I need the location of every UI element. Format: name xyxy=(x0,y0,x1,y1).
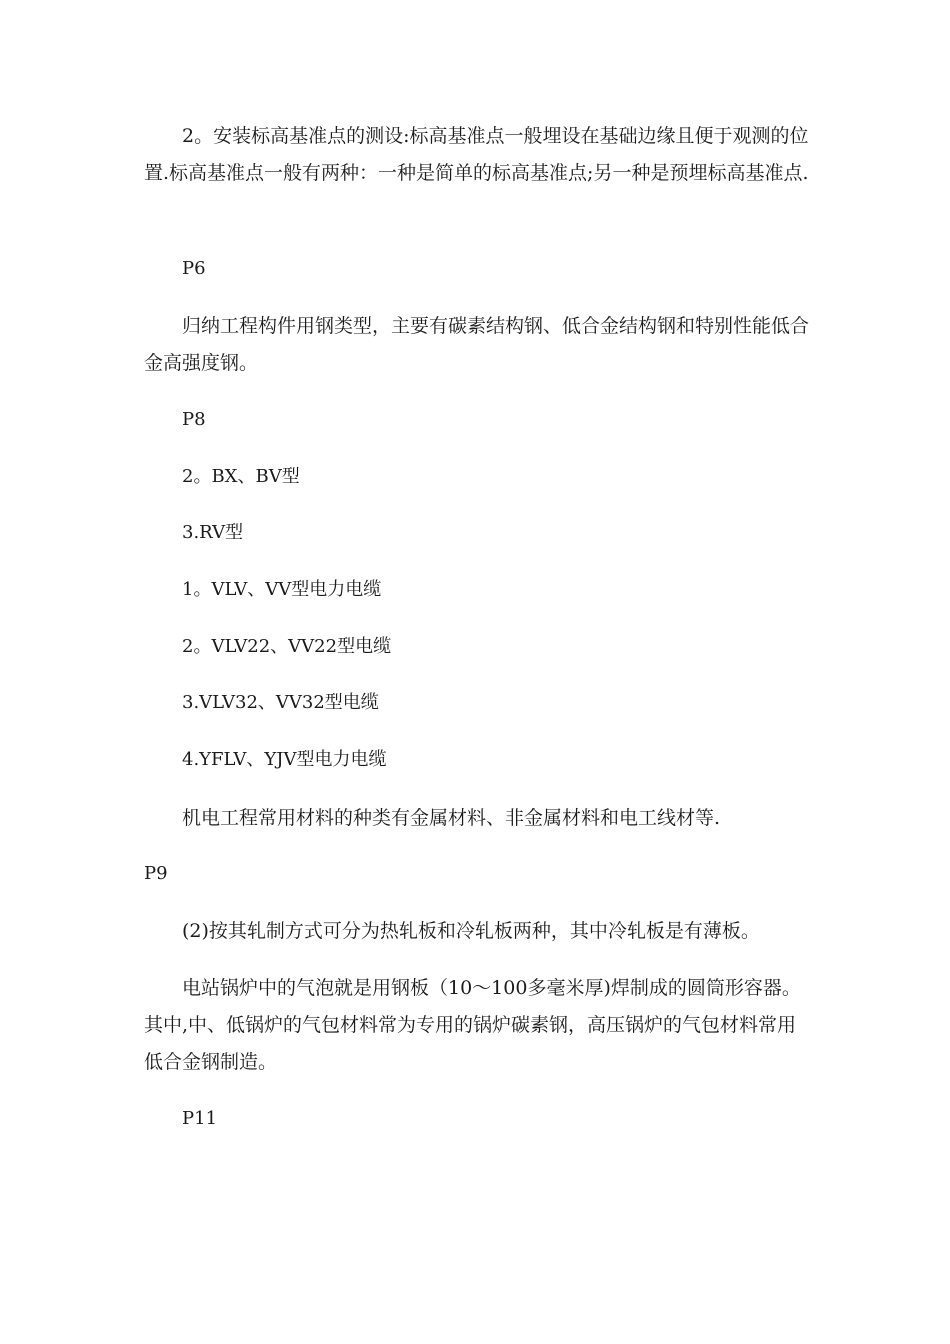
list-item-rv: 3.RV型 xyxy=(182,522,244,543)
list-item-vlv32-vv32: 3.VLV32、VV32型电缆 xyxy=(182,692,379,713)
list-item-yflv-yjv: 4.YFLV、YJV型电力电缆 xyxy=(182,749,387,770)
page-marker-p11: P11 xyxy=(182,1108,218,1129)
list-item-vlv22-vv22: 2。VLV22、VV22型电缆 xyxy=(182,636,392,657)
list-item-bx-bv: 2。BX、BV型 xyxy=(182,466,300,487)
page-marker-p9: P9 xyxy=(144,863,168,884)
paragraph-boiler-drum: 电站锅炉中的气泡就是用钢板（10～100多毫米厚)焊制成的圆筒形容器。其中,中、低锅炉的气包材料常为专用的锅炉碳素钢，高压锅炉的气包材料常用低合金钢制造。 xyxy=(144,977,801,1073)
paragraph-rolling-method: (2)按其轧制方式可分为热轧板和冷轧板两种，其中冷轧板是有薄板。 xyxy=(182,920,760,942)
paragraph-steel-types: 归纳工程构件用钢类型，主要有碳素结构钢、低合金结构钢和特别性能低合金高强度钢。 xyxy=(144,315,810,374)
paragraph-elevation-benchmark: 2。安装标高基准点的测设:标高基准点一般埋设在基础边缘且便于观测的位置.标高基准点一般有两种：一种是简单的标高基准点;另一种是预埋标高基准点. xyxy=(144,125,809,184)
list-item-vlv-vv: 1。VLV、VV型电力电缆 xyxy=(182,579,382,600)
page-marker-p6: P6 xyxy=(182,258,206,279)
paragraph-material-categories: 机电工程常用材料的种类有金属材料、非金属材料和电工线材等. xyxy=(182,807,721,829)
page-marker-p8: P8 xyxy=(182,409,206,430)
